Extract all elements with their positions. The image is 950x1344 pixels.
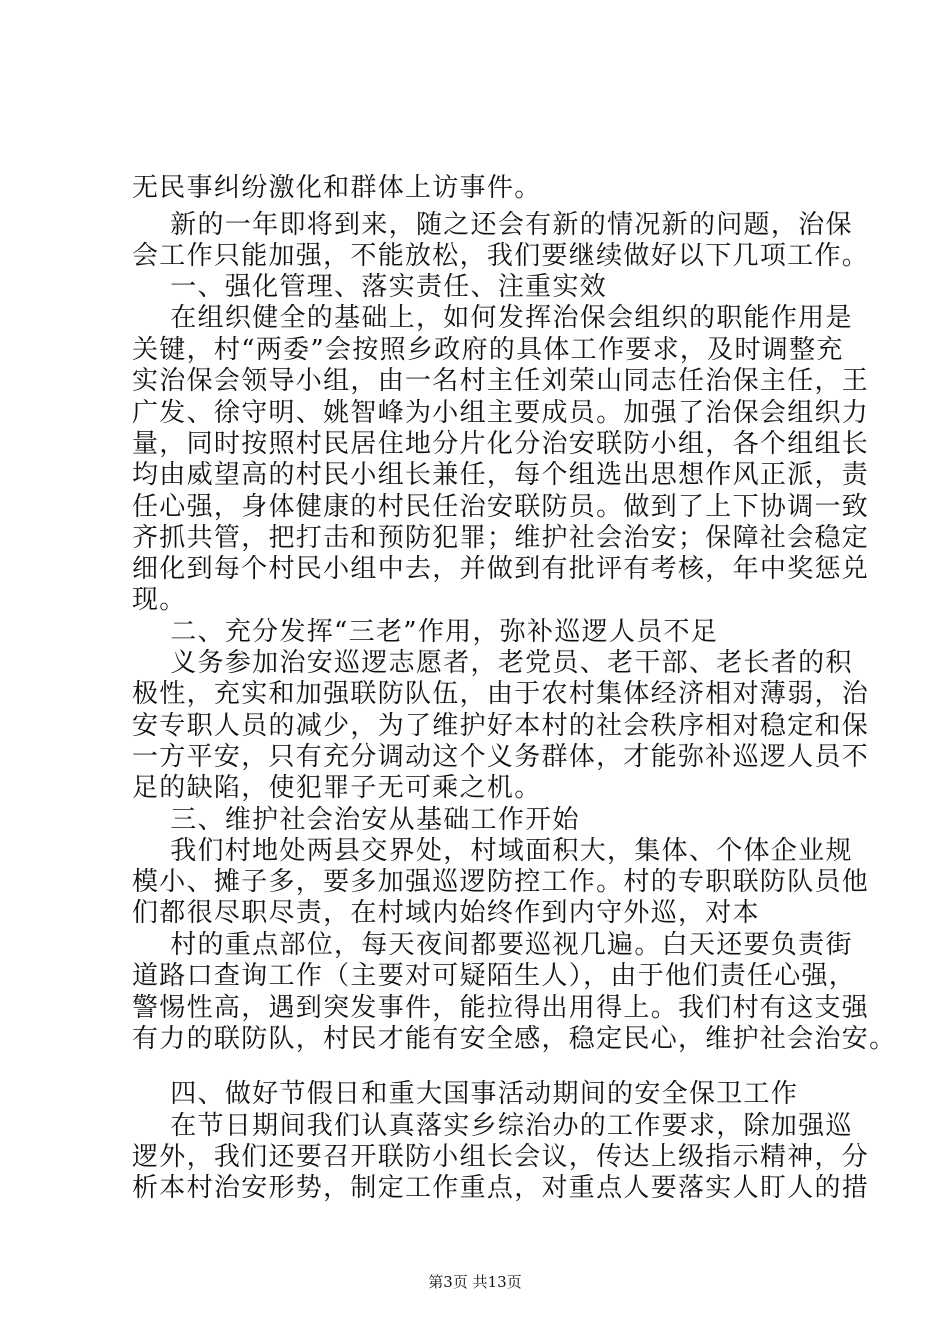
- text-line: 无民事纠纷激化和群体上访事件。: [132, 173, 542, 203]
- text-line: 村的重点部位，每天夜间都要巡视几遍。白天还要负责街: [132, 930, 853, 960]
- text-line: 逻外，我们还要召开联防小组长会议，传达上级指示精神，分: [132, 1142, 870, 1172]
- text-line: 实治保会领导小组，由一名村主任刘荣山同志任治保主任，王: [132, 366, 870, 396]
- text-line: 现。: [132, 585, 187, 615]
- section-heading: 二、充分发挥“三老”作用，弥补巡逻人员不足: [132, 617, 719, 647]
- text-line: 模小、摊子多，要多加强巡逻防控工作。村的专职联防队员他: [132, 867, 870, 897]
- section-heading: 一、强化管理、落实责任、注重实效: [132, 272, 608, 302]
- text-line: 安专职人员的减少，为了维护好本村的社会秩序相对稳定和保: [132, 711, 870, 741]
- text-line: 警惕性高，遇到突发事件，能拉得出用得上。我们村有这支强: [132, 993, 870, 1023]
- text-line: 有力的联防队，村民才能有安全感，稳定民心，维护社会治安。: [132, 1024, 897, 1054]
- text-line: 道路口查询工作（主要对可疑陌生人），由于他们责任心强，: [132, 961, 857, 991]
- text-line: 任心强，身体健康的村民任治安联防员。做到了上下协调一致: [132, 492, 870, 522]
- text-line: 义务参加治安巡逻志愿者，老党员、老干部、老长者的积: [132, 648, 853, 678]
- text-line: 会工作只能加强，不能放松，我们要继续做好以下几项工作。: [132, 241, 870, 271]
- text-line: 在节日期间我们认真落实乡综治办的工作要求，除加强巡: [132, 1111, 853, 1141]
- section-heading: 三、维护社会治安从基础工作开始: [132, 805, 580, 835]
- text-line: 析本村治安形势，制定工作重点，对重点人要落实人盯人的措: [132, 1173, 870, 1203]
- text-line: 一方平安，只有充分调动这个义务群体，才能弥补巡逻人员不: [132, 742, 870, 772]
- text-line: 细化到每个村民小组中去，并做到有批评有考核，年中奖惩兑: [132, 554, 870, 584]
- text-line: 新的一年即将到来，随之还会有新的情况新的问题，治保: [132, 210, 853, 240]
- page-number-footer: 第3页 共13页: [428, 1273, 522, 1291]
- text-line: 们都很尽职尽责，在村域内始终作到内守外巡，对本: [132, 898, 760, 928]
- text-line: 我们村地处两县交界处，村域面积大，集体、个体企业规: [132, 836, 853, 866]
- text-line: 量，同时按照村民居住地分片化分治安联防小组，各个组组长: [132, 429, 870, 459]
- text-line: 足的缺陷，使犯罪子无可乘之机。: [132, 773, 542, 803]
- text-line: 均由威望高的村民小组长兼任，每个组选出思想作风正派，责: [132, 460, 870, 490]
- text-line: 关键，村“两委”会按照乡政府的具体工作要求，及时调整充: [132, 335, 844, 365]
- text-line: 在组织健全的基础上，如何发挥治保会组织的职能作用是: [132, 303, 853, 333]
- text-line: 齐抓共管，把打击和预防犯罪；维护社会治安；保障社会稳定: [132, 523, 870, 553]
- text-line: 极性，充实和加强联防队伍，由于农村集体经济相对薄弱，治: [132, 679, 870, 709]
- section-heading: 四、做好节假日和重大国事活动期间的安全保卫工作: [132, 1079, 799, 1109]
- text-line: 广发、徐守明、姚智峰为小组主要成员。加强了治保会组织力: [132, 398, 870, 428]
